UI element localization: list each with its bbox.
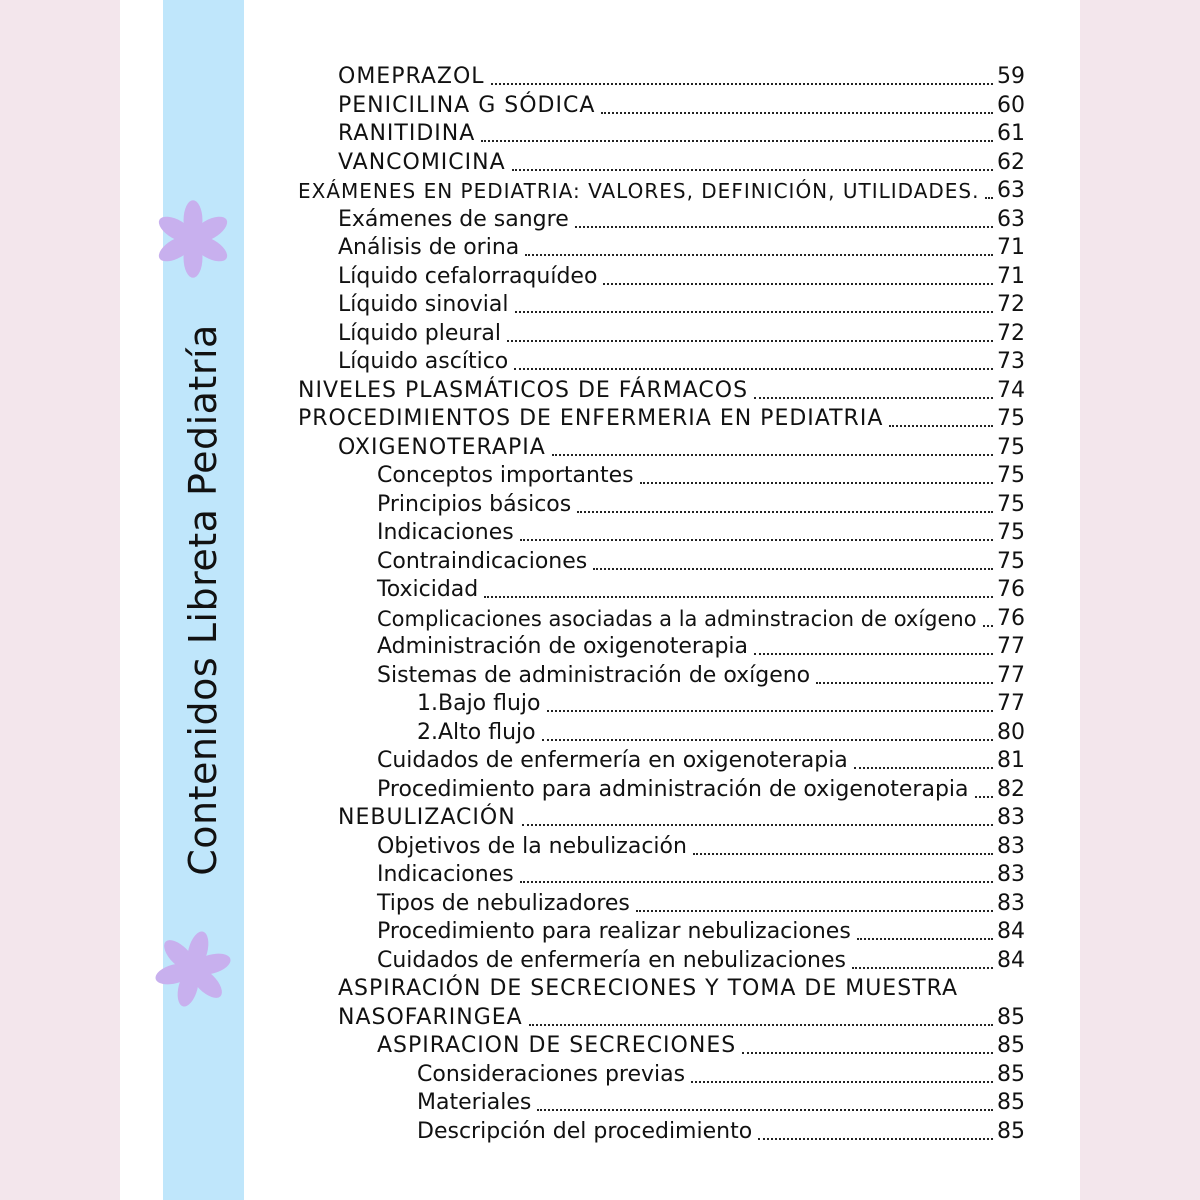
toc-entry[interactable] bbox=[377, 519, 1025, 547]
toc-page-number: 63 bbox=[997, 178, 1025, 203]
toc-entry-title: NIVELES PLASMÁTICOS DE FÁRMACOS bbox=[298, 378, 749, 403]
toc-dot-leader bbox=[852, 967, 993, 969]
toc-page-number: 75 bbox=[997, 435, 1025, 460]
toc-dot-leader bbox=[547, 710, 993, 712]
toc-entry[interactable] bbox=[338, 206, 1025, 234]
toc-dot-leader bbox=[552, 454, 993, 456]
toc-dot-leader bbox=[481, 140, 993, 142]
toc-entry-title: Descripción del procedimiento bbox=[417, 1119, 753, 1144]
toc-page-number: 85 bbox=[997, 1033, 1025, 1058]
toc-entry-title: Líquido pleural bbox=[338, 321, 502, 346]
toc-page-number: 75 bbox=[997, 463, 1025, 488]
toc-entry[interactable] bbox=[417, 1089, 1025, 1117]
toc-page-number: 62 bbox=[997, 150, 1025, 175]
toc-entry-title: Tipos de nebulizadores bbox=[377, 891, 630, 916]
toc-entry-title: Objetivos de la nebulización bbox=[377, 834, 687, 859]
toc-page-number: 83 bbox=[997, 805, 1025, 830]
toc-entry[interactable] bbox=[377, 833, 1025, 861]
toc-page-number: 72 bbox=[997, 292, 1025, 317]
toc-entry[interactable] bbox=[338, 320, 1025, 348]
toc-page-number: 75 bbox=[997, 406, 1025, 431]
toc-dot-leader bbox=[603, 283, 993, 285]
toc-entry-title: Cuidados de enfermería en nebulizaciones bbox=[377, 948, 846, 973]
toc-entry[interactable] bbox=[338, 434, 1025, 462]
toc-page-number: 76 bbox=[997, 606, 1025, 631]
toc-page-number: 71 bbox=[997, 264, 1025, 289]
toc-entry[interactable] bbox=[338, 975, 1025, 1003]
toc-entry-title: Cuidados de enfermería en oxigenoterapia bbox=[377, 748, 848, 773]
toc-page-number: 83 bbox=[997, 862, 1025, 887]
toc-dot-leader bbox=[593, 568, 993, 570]
toc-dot-leader bbox=[520, 539, 993, 541]
toc-page-number: 82 bbox=[997, 777, 1025, 802]
toc-dot-leader bbox=[514, 368, 993, 370]
toc-entry-title: Líquido sinovial bbox=[338, 292, 509, 317]
toc-entry-title: Líquido ascítico bbox=[338, 349, 509, 374]
toc-entry-title: Análisis de orina bbox=[338, 235, 520, 260]
toc-dot-leader bbox=[636, 910, 993, 912]
toc-page-number: 71 bbox=[997, 235, 1025, 260]
toc-page-number: 84 bbox=[997, 948, 1025, 973]
toc-dot-leader bbox=[889, 425, 993, 427]
toc-entry-title: RANITIDINA bbox=[338, 121, 476, 146]
toc-page-number: 83 bbox=[997, 891, 1025, 916]
toc-entry[interactable] bbox=[338, 263, 1025, 291]
toc-entry-title: PROCEDIMIENTOS DE ENFERMERIA EN PEDIATRIA bbox=[298, 406, 884, 431]
toc-dot-leader bbox=[520, 881, 993, 883]
toc-entry-title: Administración de oxigenoterapia bbox=[377, 634, 749, 659]
toc-entry[interactable] bbox=[298, 177, 1025, 205]
toc-entry[interactable] bbox=[338, 120, 1025, 148]
toc-page-number: 84 bbox=[997, 919, 1025, 944]
toc-entry[interactable] bbox=[417, 719, 1025, 747]
toc-page-number: 83 bbox=[997, 834, 1025, 859]
toc-page-number: 59 bbox=[997, 64, 1025, 89]
toc-entry-title: Indicaciones bbox=[377, 520, 514, 545]
toc-entry-title: Procedimiento para realizar nebulizaciones bbox=[377, 919, 851, 944]
toc-dot-leader bbox=[575, 226, 993, 228]
toc-entry-title: VANCOMICINA bbox=[338, 150, 506, 175]
toc-dot-leader bbox=[691, 1081, 993, 1083]
toc-dot-leader bbox=[816, 682, 993, 684]
toc-entry[interactable] bbox=[377, 776, 1025, 804]
toc-page-number: 72 bbox=[997, 321, 1025, 346]
toc-dot-leader bbox=[491, 83, 993, 85]
toc-dot-leader bbox=[542, 739, 993, 741]
toc-entry-title: ASPIRACION DE SECRECIONES bbox=[377, 1033, 737, 1058]
toc-dot-leader bbox=[975, 796, 994, 798]
toc-entry[interactable] bbox=[377, 918, 1025, 946]
toc-dot-leader bbox=[525, 254, 993, 256]
toc-page-number: 76 bbox=[997, 577, 1025, 602]
toc-page-number: 75 bbox=[997, 492, 1025, 517]
toc-dot-leader bbox=[529, 1024, 993, 1026]
toc-entry[interactable] bbox=[417, 1061, 1025, 1089]
toc-entry[interactable] bbox=[377, 576, 1025, 604]
toc-page-number: 75 bbox=[997, 549, 1025, 574]
toc-page-number: 74 bbox=[997, 378, 1025, 403]
toc-entry[interactable] bbox=[338, 234, 1025, 262]
toc-entry-title: Conceptos importantes bbox=[377, 463, 634, 488]
toc-entry[interactable] bbox=[338, 1004, 1025, 1032]
toc-entry[interactable] bbox=[338, 149, 1025, 177]
toc-entry[interactable] bbox=[298, 377, 1025, 405]
toc-entry-title: EXÁMENES EN PEDIATRIA: VALORES, DEFINICIÓN, UTILIDADES. bbox=[298, 179, 980, 203]
toc-entry[interactable] bbox=[298, 405, 1025, 433]
toc-entry[interactable] bbox=[377, 548, 1025, 576]
toc-entry-title: Procedimiento para administración de oxigenoterapia bbox=[377, 777, 969, 802]
toc-dot-leader bbox=[742, 1052, 993, 1054]
toc-entry-title: Sistemas de administración de oxígeno bbox=[377, 663, 811, 688]
toc-page-number: 85 bbox=[997, 1005, 1025, 1030]
toc-dot-leader bbox=[985, 197, 993, 199]
toc-page-number: 81 bbox=[997, 748, 1025, 773]
toc-entry-title: Exámenes de sangre bbox=[338, 207, 569, 232]
toc-entry-title: OXIGENOTERAPIA bbox=[338, 435, 546, 460]
table-of-contents bbox=[0, 63, 1200, 1163]
toc-dot-leader bbox=[537, 1109, 993, 1111]
toc-entry-title: Complicaciones asociadas a la adminstracion de oxígeno bbox=[377, 607, 977, 631]
toc-entry-title: Toxicidad bbox=[377, 577, 479, 602]
toc-entry[interactable] bbox=[338, 348, 1025, 376]
toc-dot-leader bbox=[640, 482, 993, 484]
toc-entry[interactable] bbox=[417, 690, 1025, 718]
toc-dot-leader bbox=[484, 596, 993, 598]
toc-entry[interactable] bbox=[377, 890, 1025, 918]
toc-dot-leader bbox=[983, 625, 993, 627]
toc-entry-title: Contraindicaciones bbox=[377, 549, 588, 574]
toc-dot-leader bbox=[857, 938, 993, 940]
toc-entry[interactable] bbox=[377, 605, 1025, 633]
toc-entry[interactable] bbox=[338, 291, 1025, 319]
toc-dot-leader bbox=[601, 112, 993, 114]
toc-entry-title: 1.Bajo flujo bbox=[417, 691, 541, 716]
sidebar-title: Contenidos Libreta Pediatría bbox=[181, 324, 225, 876]
toc-dot-leader bbox=[754, 397, 993, 399]
toc-entry-title: NEBULIZACIÓN bbox=[338, 805, 516, 830]
toc-entry[interactable] bbox=[338, 804, 1025, 832]
toc-dot-leader bbox=[577, 511, 993, 513]
toc-dot-leader bbox=[754, 653, 993, 655]
toc-entry-title: OMEPRAZOL bbox=[338, 64, 485, 89]
toc-entry[interactable] bbox=[377, 747, 1025, 775]
toc-dot-leader bbox=[515, 311, 993, 313]
toc-page-number: 80 bbox=[997, 720, 1025, 745]
toc-dot-leader bbox=[854, 767, 993, 769]
toc-entry[interactable] bbox=[338, 92, 1025, 120]
toc-entry-title: Materiales bbox=[417, 1090, 532, 1115]
toc-page-number: 61 bbox=[997, 121, 1025, 146]
toc-dot-leader bbox=[507, 340, 993, 342]
toc-page-number: 75 bbox=[997, 520, 1025, 545]
toc-entry[interactable] bbox=[377, 861, 1025, 889]
toc-page-number: 85 bbox=[997, 1062, 1025, 1087]
toc-page-number: 85 bbox=[997, 1090, 1025, 1115]
toc-entry-title: Principios básicos bbox=[377, 492, 572, 517]
toc-page-number: 73 bbox=[997, 349, 1025, 374]
toc-entry[interactable] bbox=[377, 947, 1025, 975]
toc-page-number: 85 bbox=[997, 1119, 1025, 1144]
toc-dot-leader bbox=[522, 824, 993, 826]
toc-page-number: 77 bbox=[997, 634, 1025, 659]
toc-entry[interactable] bbox=[377, 462, 1025, 490]
toc-dot-leader bbox=[693, 853, 993, 855]
toc-entry-title: ASPIRACIÓN DE SECRECIONES Y TOMA DE MUESTRA bbox=[338, 976, 959, 1001]
toc-page-number: 77 bbox=[997, 691, 1025, 716]
toc-entry-title: PENICILINA G SÓDICA bbox=[338, 93, 596, 118]
toc-entry-title: 2.Alto flujo bbox=[417, 720, 536, 745]
toc-entry-title: Indicaciones bbox=[377, 862, 514, 887]
toc-entry-title: Líquido cefalorraquídeo bbox=[338, 264, 598, 289]
toc-entry[interactable] bbox=[338, 63, 1025, 91]
toc-entry-title: NASOFARINGEA bbox=[338, 1005, 523, 1030]
toc-entry-title: Consideraciones previas bbox=[417, 1062, 686, 1087]
toc-page-number: 60 bbox=[997, 93, 1025, 118]
toc-entry[interactable] bbox=[377, 662, 1025, 690]
toc-entry[interactable] bbox=[417, 1118, 1025, 1146]
toc-page-number: 63 bbox=[997, 207, 1025, 232]
toc-entry[interactable] bbox=[377, 1032, 1025, 1060]
toc-entry[interactable] bbox=[377, 633, 1025, 661]
toc-dot-leader bbox=[512, 169, 993, 171]
toc-dot-leader bbox=[758, 1138, 993, 1140]
toc-page-number: 77 bbox=[997, 663, 1025, 688]
toc-entry[interactable] bbox=[377, 491, 1025, 519]
